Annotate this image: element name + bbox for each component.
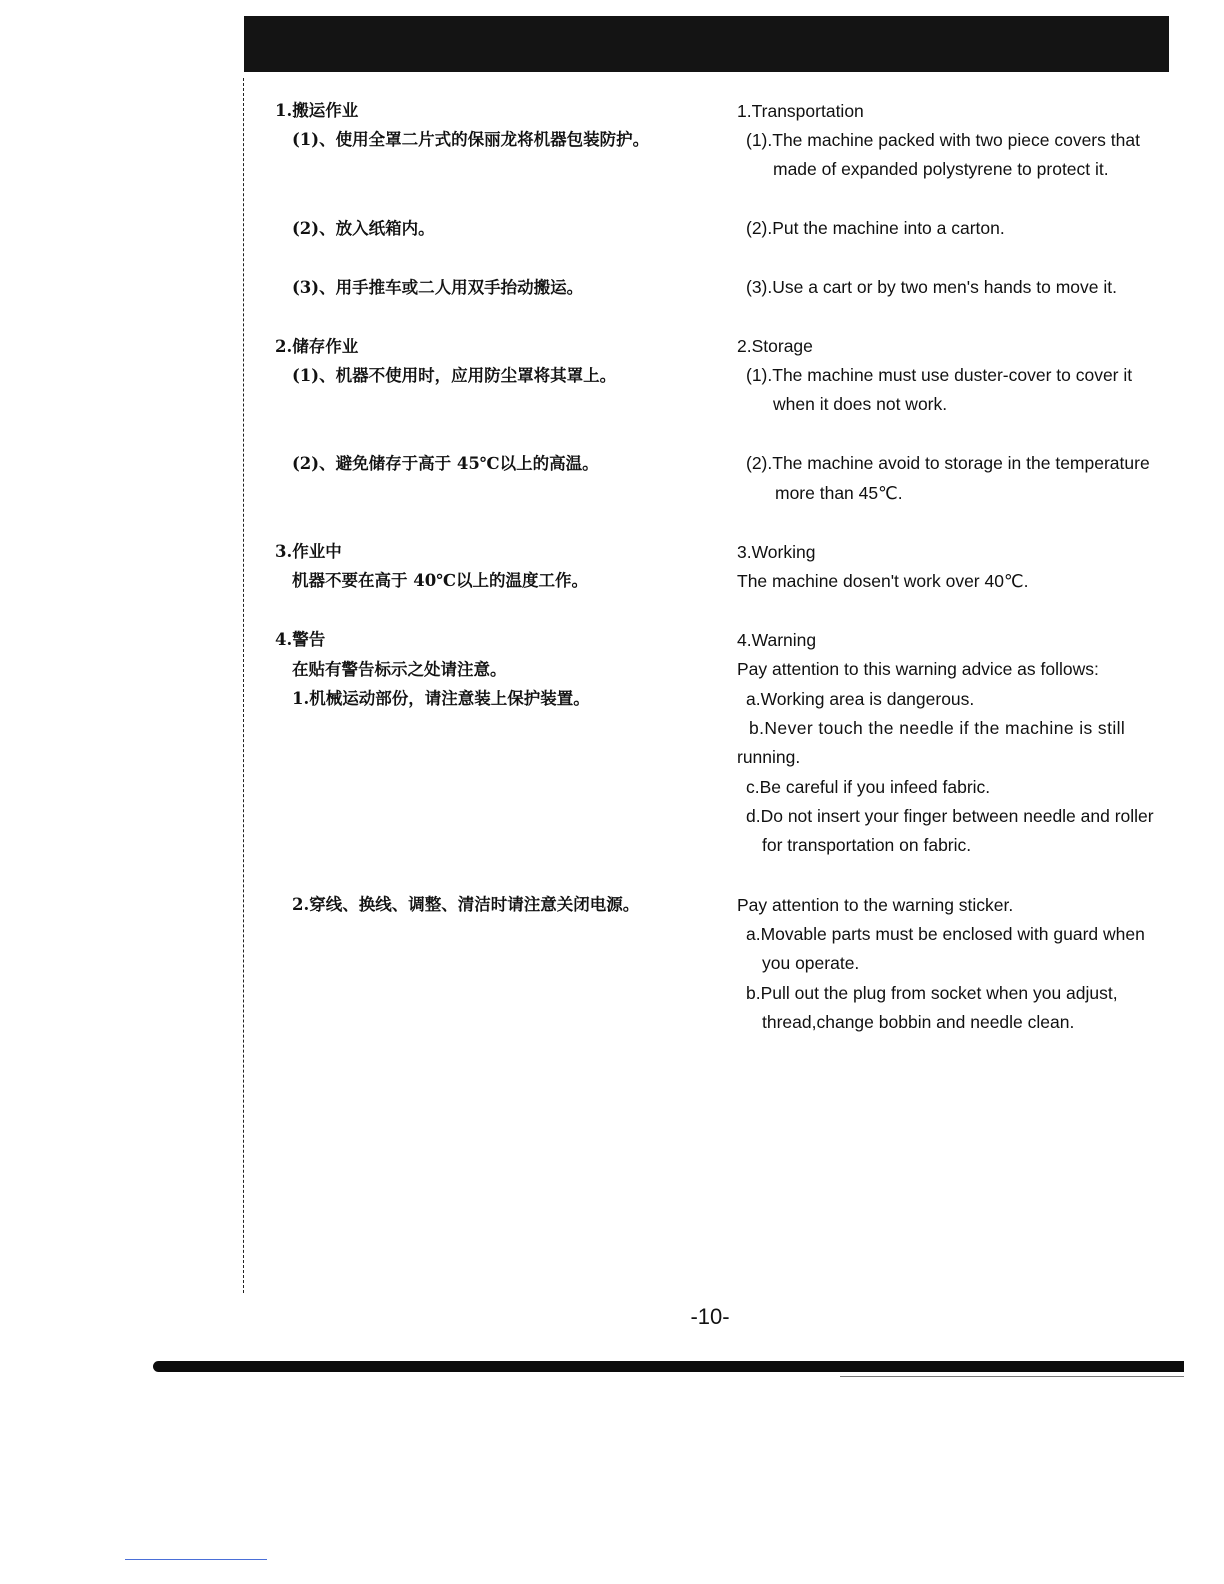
en-working-text: The machine dosen't work over 40℃.	[737, 571, 1029, 591]
cn-heading-storage: 2.储存作业	[275, 337, 359, 356]
cn-warning-item-1: 1.机械运动部份，请注意装上保护装置。	[292, 689, 590, 708]
cn-transport-item-1: (1)、使用全罩二片式的保丽龙将机器包装防护。	[292, 130, 650, 149]
en-warning-item-a: a.Working area is dangerous.	[746, 689, 975, 709]
bottom-underline	[125, 1559, 267, 1560]
en-sticker-item-b2: thread,change bobbin and needle clean.	[762, 1012, 1075, 1032]
cn-warning-intro: 在贴有警告标示之处请注意。	[292, 660, 507, 679]
cn-storage-item-1: (1)、机器不使用时，应用防尘罩将其罩上。	[292, 366, 617, 385]
en-heading-warning: 4.Warning	[737, 630, 817, 650]
page-number: -10-	[690, 1304, 730, 1329]
en-warning-item-b2: running.	[737, 747, 801, 767]
en-sticker-item-b1: b.Pull out the plug from socket when you adjust,	[746, 983, 1118, 1003]
en-sticker-item-a1: a.Movable parts must be enclosed with guard when	[746, 924, 1145, 944]
margin-dashed-rule	[243, 78, 244, 1293]
footer-bar	[153, 1361, 1184, 1372]
footer-thin-rule	[840, 1376, 1184, 1377]
en-storage-item-1a: (1).The machine must use duster-cover to cover it	[746, 365, 1133, 385]
en-storage-item-2b: more than 45℃.	[775, 483, 903, 503]
cn-heading-warning: 4.警告	[275, 630, 326, 649]
cn-storage-item-2: (2)、避免储存于高于 45℃以上的高温。	[292, 454, 599, 473]
en-heading-working: 3.Working	[737, 542, 816, 562]
en-transport-item-2: (2).Put the machine into a carton.	[746, 218, 1005, 238]
en-sticker-item-a2: you operate.	[762, 953, 860, 973]
en-heading-transportation: 1.Transportation	[737, 101, 864, 121]
en-sticker-intro: Pay attention to the warning sticker.	[737, 895, 1014, 915]
en-heading-storage: 2.Storage	[737, 336, 813, 356]
en-warning-item-c: c.Be careful if you infeed fabric.	[746, 777, 991, 797]
cn-heading-working: 3.作业中	[275, 542, 342, 561]
en-storage-item-2a: (2).The machine avoid to storage in the temperature	[746, 453, 1150, 473]
en-warning-item-d1: d.Do not insert your finger between needle and roller	[746, 806, 1154, 826]
en-warning-intro: Pay attention to this warning advice as follows:	[737, 659, 1099, 679]
en-storage-item-1b: when it does not work.	[773, 394, 948, 414]
cn-transport-item-3: (3)、用手推车或二人用双手抬动搬运。	[292, 278, 584, 297]
en-warning-item-d2: for transportation on fabric.	[762, 835, 972, 855]
cn-warning-item-2: 2.穿线、换线、调整、清洁时请注意关闭电源。	[292, 895, 640, 914]
header-bar	[244, 16, 1169, 72]
en-transport-item-3: (3).Use a cart or by two men's hands to move it.	[746, 277, 1117, 297]
en-transport-item-1b: made of expanded polystyrene to protect it.	[773, 159, 1109, 179]
cn-transport-item-2: (2)、放入纸箱内。	[292, 219, 435, 238]
cn-heading-transportation: 1.搬运作业	[275, 101, 359, 120]
cn-working-text: 机器不要在高于 40℃以上的温度工作。	[292, 571, 588, 590]
en-warning-item-b1: b.Never touch the needle if the machine is still	[749, 718, 1126, 738]
en-transport-item-1a: (1).The machine packed with two piece covers that	[746, 130, 1140, 150]
